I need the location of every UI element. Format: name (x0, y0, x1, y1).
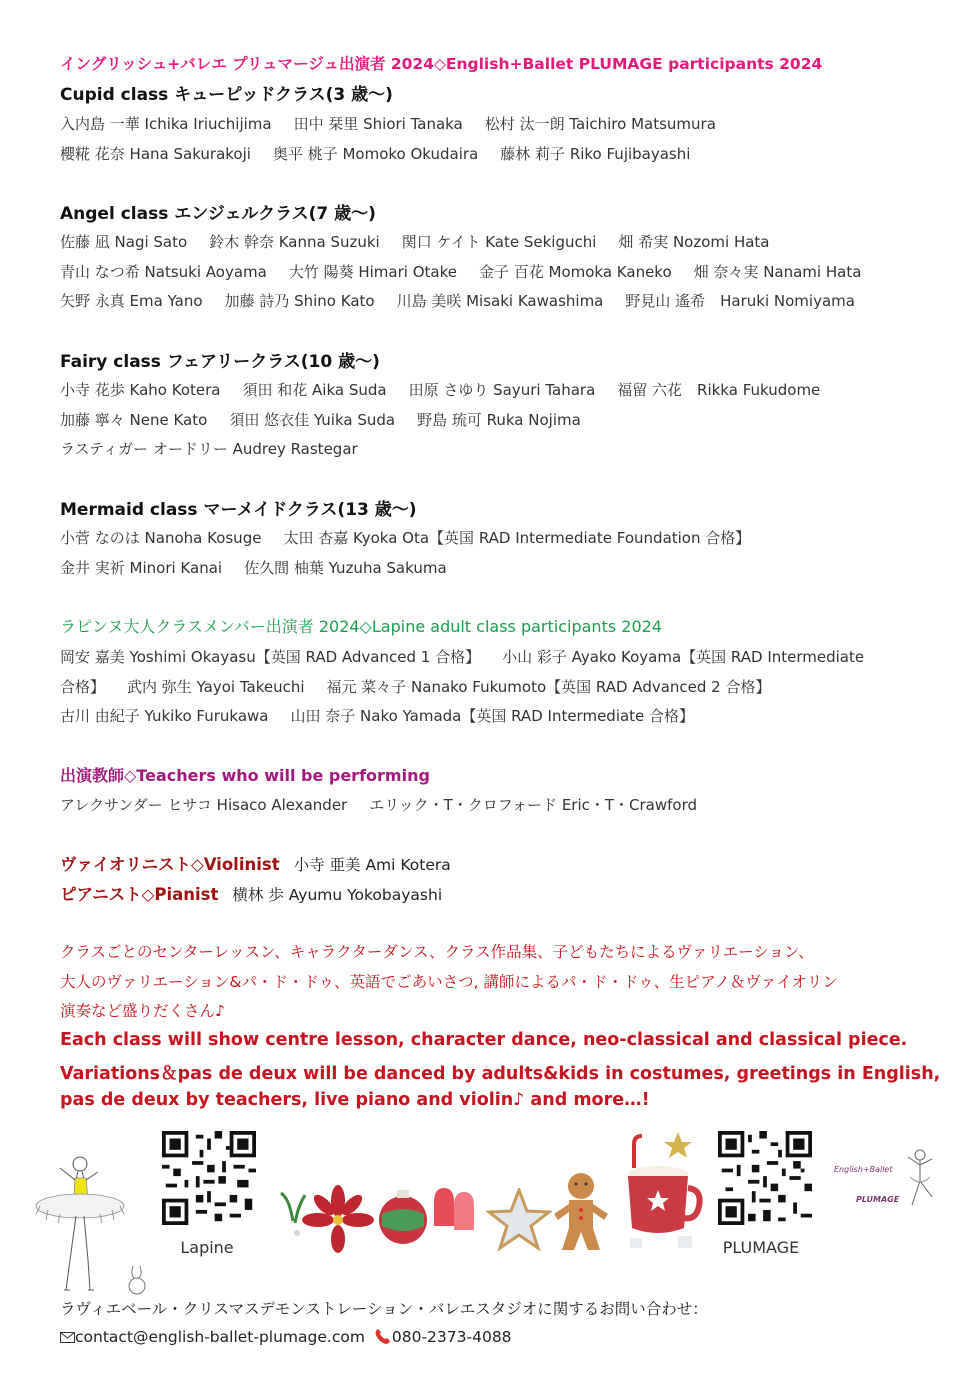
participant: 矢野 永真 Ema Yano (60, 292, 203, 310)
phone-number[interactable]: 080-2373-4088 (391, 1328, 512, 1346)
participant: 櫻糀 花奈 Hana Sakurakoji (60, 145, 251, 163)
en-desc-line-1: Each class will show centre lesson, character dance, neo-classical and classical piece. (60, 1030, 908, 1050)
lapine-heading: ラピンヌ大人クラスメンバー出演者 2024◇Lapine adult class participants 2024 (60, 617, 662, 636)
teachers-heading: 出演教師◇Teachers who will be performing (60, 766, 430, 785)
teachers-row (60, 794, 719, 815)
cupid-row-2 (60, 143, 712, 164)
pianist-line (60, 881, 442, 905)
lapine-row-3 (60, 705, 716, 726)
bunny-icon (124, 1264, 150, 1296)
participant: 古川 由紀子 Yukiko Furukawa (60, 707, 269, 725)
participant: 畑 奈々実 Nanami Hata (693, 263, 862, 281)
cupid-heading: Cupid class キューピッドクラス(3 歳〜) (60, 85, 393, 105)
mermaid-row-1 (60, 527, 772, 548)
mermaid-heading: Mermaid class マーメイドクラス(13 歳〜) (60, 500, 417, 520)
lapine-row-2 (60, 676, 793, 697)
participant: 福元 菜々子 Nanako Fukumoto【英国 RAD Advanced 2 合格】 (326, 678, 771, 696)
angel-row-2 (60, 261, 883, 282)
violinist-line (60, 851, 451, 875)
teacher: エリック・T・クロフォード Eric・T・Crawford (369, 796, 698, 814)
participant: 大竹 陽葵 Himari Otake (288, 263, 457, 281)
participant: 小山 彩子 Ayako Koyama【英国 RAD Intermediate (502, 648, 865, 666)
logo-dancer-icon (902, 1147, 938, 1211)
participant: 川島 美咲 Misaki Kawashima (396, 292, 604, 310)
cupid-row-1 (60, 113, 738, 134)
star-cookie-icon (486, 1188, 552, 1252)
participant: 青山 なつ希 Natsuki Aoyama (60, 263, 267, 281)
participant: 山田 奈子 Nako Yamada【英国 RAD Intermediate 合格】 (290, 707, 695, 725)
participant: 須田 悠衣佳 Yuika Suda (229, 411, 396, 429)
participant: 須田 和花 Aika Suda (242, 381, 387, 399)
inquiry-text: ラヴィエベール・クリスマスデモンストレーション・バレエスタジオに関するお問い合わせ： (60, 1300, 708, 1318)
contact-line (60, 1327, 512, 1346)
participant: 福留 六花 Rikka Fukudome (617, 381, 821, 399)
plumage-qr-code[interactable] (718, 1131, 812, 1225)
participant: 岡安 嘉美 Yoshimi Okayasu【英国 RAD Advanced 1 合格】 (60, 648, 481, 666)
participant: 小菅 なのは Nanoha Kosuge (60, 529, 262, 547)
plumage-title: イングリッシュ+バレエ プリュマージュ出演者 2024◇English+Ballet PLUMAGE participants 2024 (60, 55, 823, 73)
lapine-qr-code[interactable] (162, 1131, 256, 1225)
participant: 畑 希実 Nozomi Hata (618, 233, 770, 251)
mermaid-row-2 (60, 557, 469, 578)
hot-cocoa-mug-icon (612, 1128, 710, 1252)
pianist-label: ピアニスト◇Pianist (60, 885, 219, 904)
jp-desc-line-1: クラスごとのセンターレッスン、キャラクターダンス、クラス作品集、子どもたちによるヴァリエーション、 (60, 943, 814, 961)
logo-text-bottom: PLUMAGE (856, 1195, 900, 1204)
participant: 野島 琉可 Ruka Nojima (417, 411, 581, 429)
en-desc-line-3: pas de deux by teachers, live piano and violin♪ and more…! (60, 1090, 650, 1110)
participant: 金井 実祈 Minori Kanai (60, 559, 223, 577)
participant: 佐久間 柚葉 Yuzuha Sakuma (244, 559, 447, 577)
poinsettia-icon (302, 1185, 374, 1255)
mail-icon (60, 1332, 75, 1343)
jp-desc-line-3: 演奏など盛りだくさん♪ (60, 1002, 225, 1020)
plumage-qr-caption: PLUMAGE (722, 1238, 800, 1257)
email-link[interactable]: contact@english-ballet-plumage.com (75, 1328, 365, 1346)
fairy-row-1 (60, 379, 842, 400)
angel-row-1 (60, 231, 792, 252)
angel-heading: Angel class エンジェルクラス(7 歳〜) (60, 204, 376, 224)
participant: 太田 杏嘉 Kyoka Ota【英国 RAD Intermediate Foundation 合格】 (283, 529, 751, 547)
mittens-icon (428, 1184, 480, 1244)
participant: ラスティガー オードリー Audrey Rastegar (60, 440, 358, 458)
participant: 奥平 桃子 Momoko Okudaira (272, 145, 479, 163)
pianist-name: 横林 歩 Ayumu Yokobayashi (232, 886, 443, 904)
lapine-row-1 (60, 646, 864, 667)
ornament-bauble-icon (372, 1182, 434, 1252)
phone-icon (374, 1327, 392, 1345)
ballerina-illustration (18, 1150, 133, 1300)
participant: 合格】 (60, 678, 106, 696)
violinist-label: ヴァイオリニスト◇Violinist (60, 855, 280, 874)
participant: 佐藤 凪 Nagi Sato (60, 233, 188, 251)
participant: 野見山 遙希 Haruki Nomiyama (625, 292, 855, 310)
en-desc-line-2: Variations＆pas de deux will be danced by adults&kids in costumes, greetings in English, (60, 1064, 941, 1084)
plumage-logo (832, 1145, 942, 1215)
participant: 田原 さゆり Sayuri Tahara (408, 381, 596, 399)
participant: 鈴木 幹奈 Kanna Suzuki (209, 233, 380, 251)
participant: 松村 汰一朗 Taichiro Matsumura (484, 115, 716, 133)
fairy-row-2 (60, 409, 603, 430)
participant: 金子 百花 Momoka Kaneko (478, 263, 672, 281)
teacher: アレクサンダー ヒサコ Hisaco Alexander (60, 796, 348, 814)
jp-desc-line-2: 大人のヴァリエーション&パ・ド・ドゥ、英語でごあいさつ, 講師によるパ・ド・ドゥ、生ピアノ＆ヴァイオリン (60, 973, 838, 991)
participant: 加藤 詩乃 Shino Kato (224, 292, 375, 310)
participant: 藤林 莉子 Riko Fujibayashi (500, 145, 691, 163)
violinist-name: 小寺 亜美 Ami Kotera (293, 856, 451, 874)
participant: 加藤 寧々 Nene Kato (60, 411, 208, 429)
participant: 田中 栞里 Shiori Tanaka (293, 115, 463, 133)
participant: 武内 弥生 Yayoi Takeuchi (127, 678, 305, 696)
gingerbread-man-icon (550, 1170, 612, 1254)
angel-row-3 (60, 290, 877, 311)
participant: 小寺 花歩 Kaho Kotera (60, 381, 221, 399)
participant: 関口 ケイト Kate Sekiguchi (401, 233, 597, 251)
participant: 入内島 一華 Ichika Iriuchijima (60, 115, 272, 133)
fairy-heading: Fairy class フェアリークラス(10 歳〜) (60, 352, 380, 372)
fairy-row-3 (60, 438, 380, 459)
lapine-qr-caption: Lapine (180, 1238, 234, 1257)
logo-text-top: English+Ballet (834, 1165, 893, 1174)
